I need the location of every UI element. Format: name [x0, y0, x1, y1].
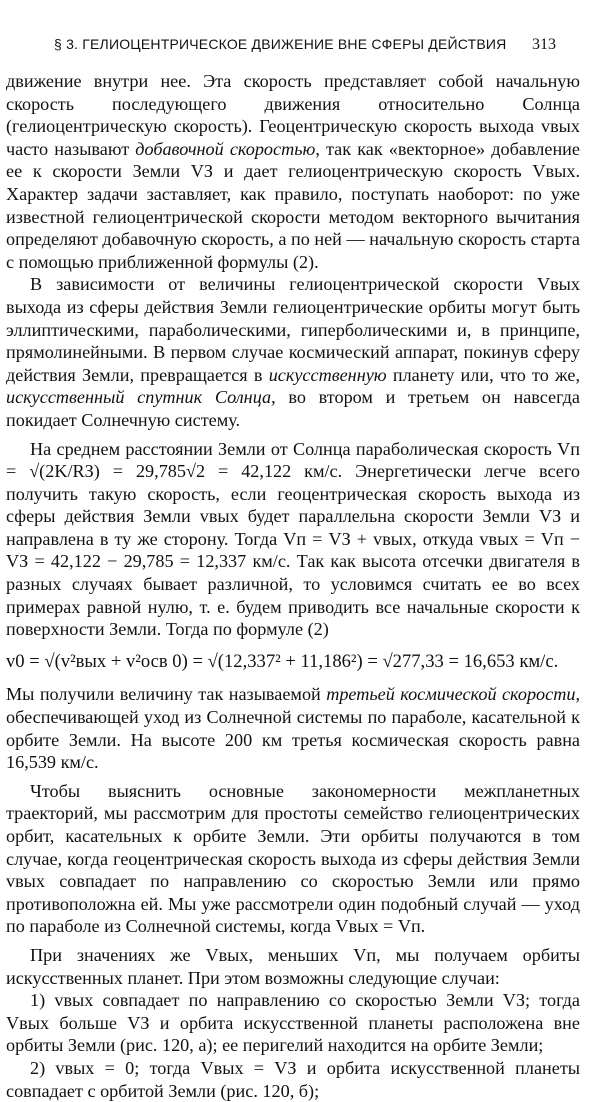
section-title: § 3. ГЕЛИОЦЕНТРИЧЕСКОЕ ДВИЖЕНИЕ ВНЕ СФЕРЫ ДЕЙСТВИЯ [54, 36, 507, 52]
third-velocity-formula: v0 = √(v²вых + v²осв 0) = √(12,337² + 11,186²) = √277,33 = 16,653 км/с. [6, 650, 559, 672]
emphasis-third-cosmic-velocity: третьей космической скорости [326, 684, 576, 705]
running-head [0, 0, 600, 70]
list-item-1: 1) vвых совпадает по направлению со скоростью Земли VЗ; тогда Vвых больше VЗ и орбита искусственной планеты расположена вне орбиты Земли (рис. 120, а); ее перигелий находится на орбите Земли; [6, 990, 580, 1056]
list-item-2: 2) vвых = 0; тогда Vвых = VЗ и орбита искусственной планеты совпадает с орбитой Земли (рис. 120, б); [6, 1057, 580, 1101]
emphasis-artificial: искусственную [268, 364, 387, 385]
paragraph-6: При значениях же Vвых, меньших Vп, мы получаем орбиты искусственных планет. При этом возможны следующие случаи: [6, 944, 580, 988]
page-number: 313 [532, 36, 556, 53]
paragraph-2: В зависимости от величины гелиоцентрической скорости Vвых выхода из сферы действия Земли гелиоцентрические орбиты могут быть эллиптическими, параболическими, гиперболическими и, в принципе, прямолинейными. В первом случае космический аппарат, покинув сферу действия Земли, превращается в искусственную планету или, что то же, искусственный спутник Солнца, во втором и третьем он навсегда покидает Солнечную систему. [6, 274, 580, 430]
paragraph-5: Чтобы выяснить основные закономерности межпланетных траекторий, мы рассмотрим для простоты семейство гелиоцентрических орбит, касательных к орбите Земли. Эти орбиты получаются в том случае, когда геоцентрическая скорость выхода из сферы действия Земли vвых совпадает по направлению со скоростью Земли или прямо противоположна ей. Мы уже рассмотрели один подобный случай — уход по параболе из Солнечной системы, когда Vвых = Vп. [6, 780, 580, 937]
paragraph-4: Мы получили величину так называемой третьей космической скорости, обеспечивающей уход из Солнечной системы по параболе, касательной к орбите Земли. На высоте 200 км третья космическая скорость равна 16,539 км/с. [6, 684, 580, 773]
body-text [6, 70, 580, 1102]
emphasis-added-velocity: добавочной скоростью [135, 138, 316, 159]
paragraph-3: На среднем расстоянии Земли от Солнца параболическая скорость Vп = √(2K/RЗ) = 29,785√2 = 42,122 км/с. Энергетически легче всего получить такую скорость, если геоцентрическая скорость выхода из сферы действия Земли vвых будет параллельна скорости Земли VЗ и направлена в ту же сторону. Тогда Vп = VЗ + vвых, откуда vвых = Vп − VЗ = 42,122 − 29,785 = 12,337 км/с. Так как высота отсечки двигателя в разных случаях бывает различной, то условимся считать ее во всех примерах равной нулю, т. е. будем приводить все начальные скорости к поверхности Земли. Тогда по формуле (2) [6, 438, 580, 640]
emphasis-artificial-sun-satellite: искусственный спутник Солнца [6, 387, 272, 408]
paragraph-1: движение внутри нее. Эта скорость представляет собой начальную скорость последующего движения относительно Солнца (гелиоцентрическую скорость). Геоцентрическую скорость выхода vвых часто называют добавочной скоростью, так как «векторное» добавление ее к скорости Земли VЗ и дает гелиоцентрическую скорость Vвых. Характер задачи заставляет, как правило, поступать наоборот: по уже известной гелиоцентрической скорости методом векторного вычитания определяют добавочную скорость, а по ней — начальную скорость старта с помощью приближенной формулы (2). [6, 71, 580, 272]
